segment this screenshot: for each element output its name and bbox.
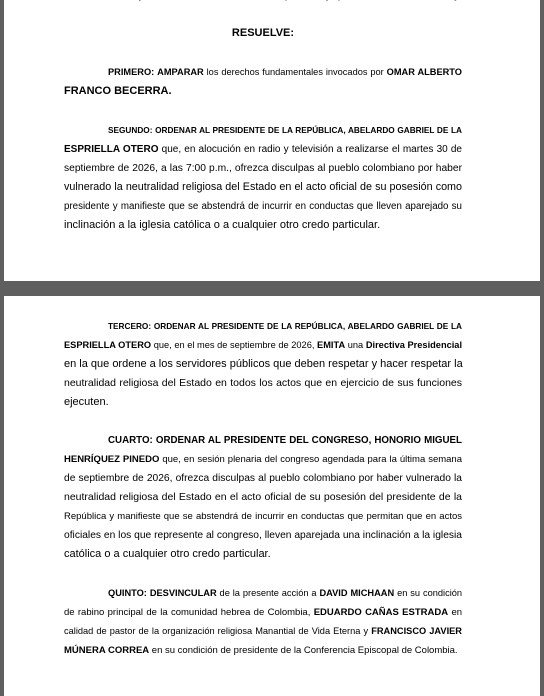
quinto-line-1: QUINTO: DESVINCULAR de la presente acción a DAVID MICHAAN en su condición bbox=[108, 588, 463, 598]
segundo-line-6: inclinación a la iglesia católica o a cualquier otro credo particular. bbox=[64, 219, 381, 231]
cuarto-line-5: República y manifieste que se abstendrá de incurrir en conductas que permitan que en actos bbox=[64, 511, 462, 522]
tercero-line-2: ESPRIELLA OTERO que, en el mes de septiembre de 2026, EMITA una Directiva Presidencial bbox=[64, 340, 463, 350]
segundo-line-3: septiembre de 2026, a las 7:00 p.m., ofrezca disculpas al pueblo colombiano por haber bbox=[64, 163, 462, 174]
quinto-line-4: MÚNERA CORREA en su condición de presidente de la Conferencia Episcopal de Colombia. bbox=[64, 645, 458, 656]
primero-line-1: PRIMERO: AMPARAR los derechos fundamentales invocados por OMAR ALBERTO bbox=[108, 67, 462, 77]
segundo-line-5: presidente y manifieste que se abstendrá de incurrir en conductas que lleven aparejado su bbox=[64, 201, 462, 212]
cuarto-line-6: oficiales en los que represente al congreso, lleven aparejada una inclinación a la iglesia bbox=[64, 530, 462, 541]
document-page-1 bbox=[4, 0, 540, 281]
tercero-line-4: neutralidad religiosa del Estado en todos los actos que en ejercicio de sus funciones bbox=[64, 377, 462, 389]
quinto-line-3: calidad de pastor de la organización religiosa Manantial de Vida Eterna y FRANCISCO JAVIER bbox=[64, 626, 462, 636]
tercero-line-5: ejecuten. bbox=[64, 396, 109, 408]
document-page-2 bbox=[4, 296, 540, 696]
tercero-line-3: en la que ordene a los servidores públicos que deben respetar y hacer respetar la bbox=[64, 358, 463, 370]
segundo-line-4: vulnerado la neutralidad religiosa del Estado en el acto oficial de su posesión como bbox=[64, 181, 462, 193]
cuarto-line-7: católica o a cualquier otro credo particular. bbox=[64, 548, 271, 560]
cuarto-line-1: CUARTO: ORDENAR AL PRESIDENTE DEL CONGRESO, HONORIO MIGUEL bbox=[108, 435, 462, 446]
cuarto-line-4: neutralidad religiosa del Estado en el acto oficial de su posesión del presidente de la bbox=[64, 491, 462, 503]
cuarto-line-3: de septiembre de 2026, ofrezca disculpas al pueblo colombiano por haber vulnerado la bbox=[64, 473, 462, 484]
tercero-line-1: TERCERO: ORDENAR AL PRESIDENTE DE LA REPÚBLICA, ABELARDO GABRIEL DE LA bbox=[108, 322, 462, 331]
cut-off-line bbox=[64, 0, 462, 8]
heading-resuelve: RESUELVE: bbox=[231, 27, 295, 39]
cuarto-line-2: HENRÍQUEZ PINEDO que, en sesión plenaria del congreso agendada para la última semana bbox=[64, 454, 463, 465]
quinto-line-2: de rabino principal de la comunidad hebrea de Colombia, EDUARDO CAÑAS ESTRADA en bbox=[64, 607, 463, 618]
segundo-line-2: ESPRIELLA OTERO que, en alocución en radio y televisión a realizarse el martes 30 de bbox=[64, 144, 462, 155]
segundo-line-1: SEGUNDO: ORDENAR AL PRESIDENTE DE LA REPÚBLICA, ABELARDO GABRIEL DE LA bbox=[108, 126, 462, 135]
primero-line-2: FRANCO BECERRA. bbox=[64, 85, 172, 97]
